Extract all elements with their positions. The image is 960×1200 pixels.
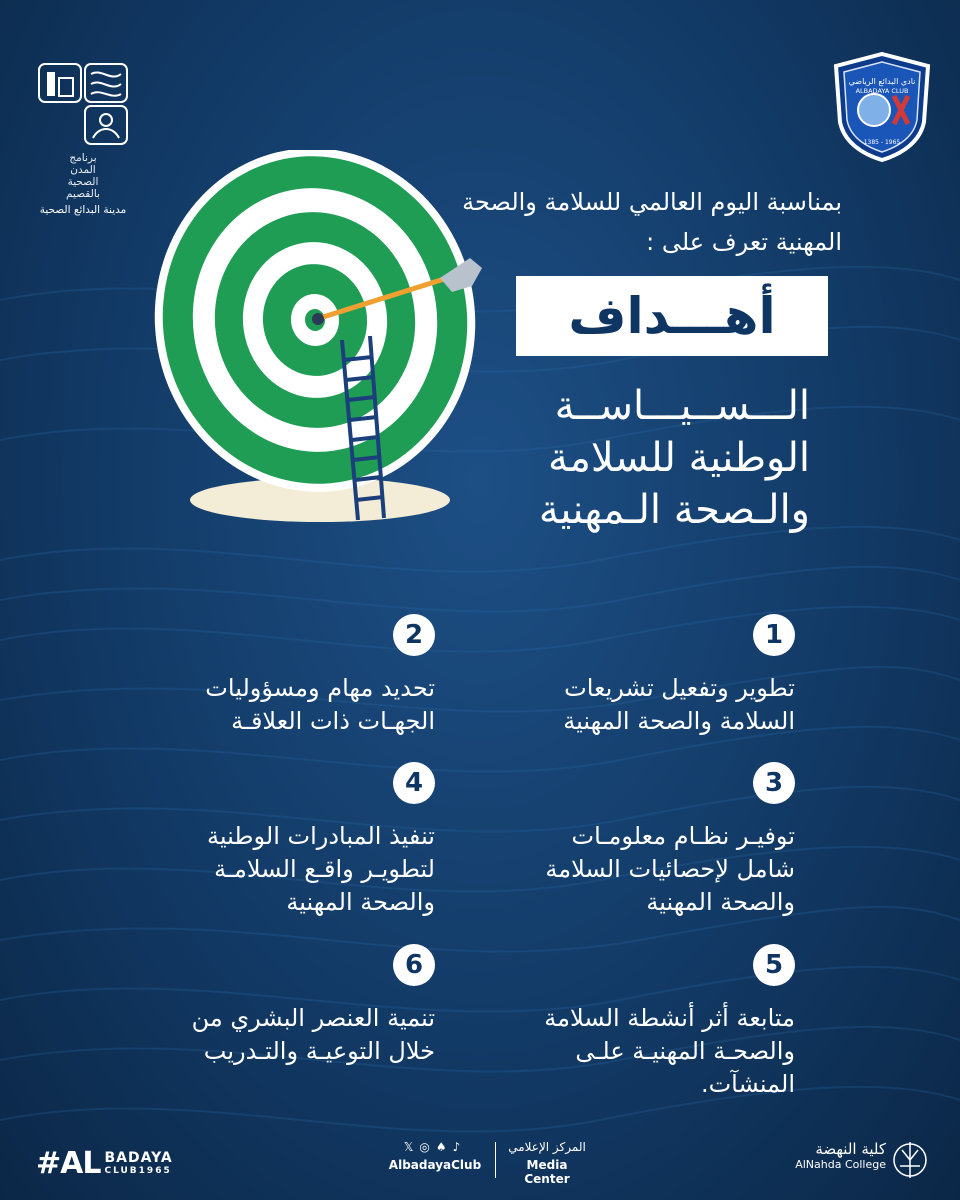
media-center-en: Media Center — [524, 1158, 570, 1186]
goal-number-badge: 4 — [393, 762, 435, 804]
goal-text: توفيـر نظـام معلومـات شامل لإحصائيات السلامة والصحة المهنية — [545, 822, 795, 916]
hashtag — [36, 1146, 173, 1181]
goal-number-badge: 6 — [393, 944, 435, 986]
goal-text: تحديد مهام ومسؤوليات الجهـات ذات العلاقـة — [205, 674, 435, 735]
healthy-cities-emblem-icon — [35, 62, 131, 148]
college-emblem-icon — [890, 1138, 930, 1182]
goal-item-4 — [115, 762, 435, 919]
media-center-ar: المركز الإعلامي — [508, 1140, 586, 1154]
subtitle-line-1: الـــســيـــاســة — [554, 383, 810, 429]
hashtag-bottom: CLUB1965 — [104, 1165, 172, 1176]
program-line-2: المدن — [70, 164, 96, 176]
goal-text: تطوير وتفعيل تشريعات السلامة والصحة المهنية — [563, 674, 795, 735]
hashtag-top: BADAYA — [104, 1149, 173, 1166]
intro-line-2: المهنية تعرف على : — [646, 228, 842, 256]
title-box — [516, 276, 828, 356]
subtitle-line-3: والـصحة الـمهنية — [538, 487, 810, 533]
college-name-ar: كلية النهضة — [815, 1140, 886, 1158]
goal-number-badge: 1 — [753, 614, 795, 656]
page-title: أهـــداف — [568, 287, 776, 345]
goal-text: متابعة أثر أنشطة السلامة والصحـة المهنيـة علـى المنشآت. — [544, 1004, 795, 1098]
club-name-ar: نادي البدائع الرياضي — [848, 77, 916, 86]
subtitle-line-2: الوطنية للسلامة — [548, 435, 810, 481]
goal-number-badge: 2 — [393, 614, 435, 656]
social-handle: AlbadayaClub — [388, 1158, 482, 1172]
program-line-4: بالقصيم — [66, 188, 100, 200]
divider — [495, 1142, 496, 1178]
social-icons — [380, 1140, 490, 1154]
goal-item-1 — [475, 614, 795, 738]
media-center-block — [380, 1140, 590, 1186]
goal-number-badge: 5 — [753, 944, 795, 986]
city-name: مدينة البدائع الصحية — [39, 204, 127, 216]
club-years: 1385 - 1965 — [863, 139, 901, 146]
club-shield-logo — [832, 52, 932, 162]
goal-text: تنفيذ المبادرات الوطنية لتطويـر واقـع السلامـة والصحة المهنية — [207, 822, 435, 916]
goal-item-6 — [115, 944, 435, 1068]
hashtag-suffix — [104, 1149, 173, 1178]
goal-item-3 — [475, 762, 795, 919]
intro-line-1: بمناسبة اليوم العالمي للسلامة والصحة — [462, 188, 842, 216]
goal-number-badge: 3 — [753, 762, 795, 804]
x-icon[interactable]: 𝕏 — [403, 1140, 420, 1154]
hashtag-main: #AL — [36, 1146, 101, 1181]
snapchat-icon[interactable]: ♠ — [435, 1140, 453, 1154]
subtitle — [410, 380, 810, 536]
program-line-1: برنامج — [69, 152, 97, 164]
healthy-cities-logo — [28, 62, 138, 216]
tiktok-icon[interactable]: ♪ — [452, 1140, 467, 1154]
college-name-en: AlNahda College — [795, 1158, 886, 1171]
instagram-icon[interactable]: ◎ — [419, 1140, 436, 1154]
media-center-label — [502, 1140, 592, 1186]
club-name-en: ALBADAYA CLUB — [855, 87, 909, 95]
program-line-3: الصحية — [67, 176, 99, 188]
intro-text — [322, 182, 842, 262]
goal-text: تنمية العنصر البشري من خلال التوعيـة والتـدريب — [191, 1004, 435, 1065]
goal-item-2 — [115, 614, 435, 738]
college-name — [795, 1140, 886, 1171]
social-handles — [380, 1140, 490, 1172]
college-logo — [770, 1138, 930, 1182]
goal-item-5 — [475, 944, 795, 1101]
